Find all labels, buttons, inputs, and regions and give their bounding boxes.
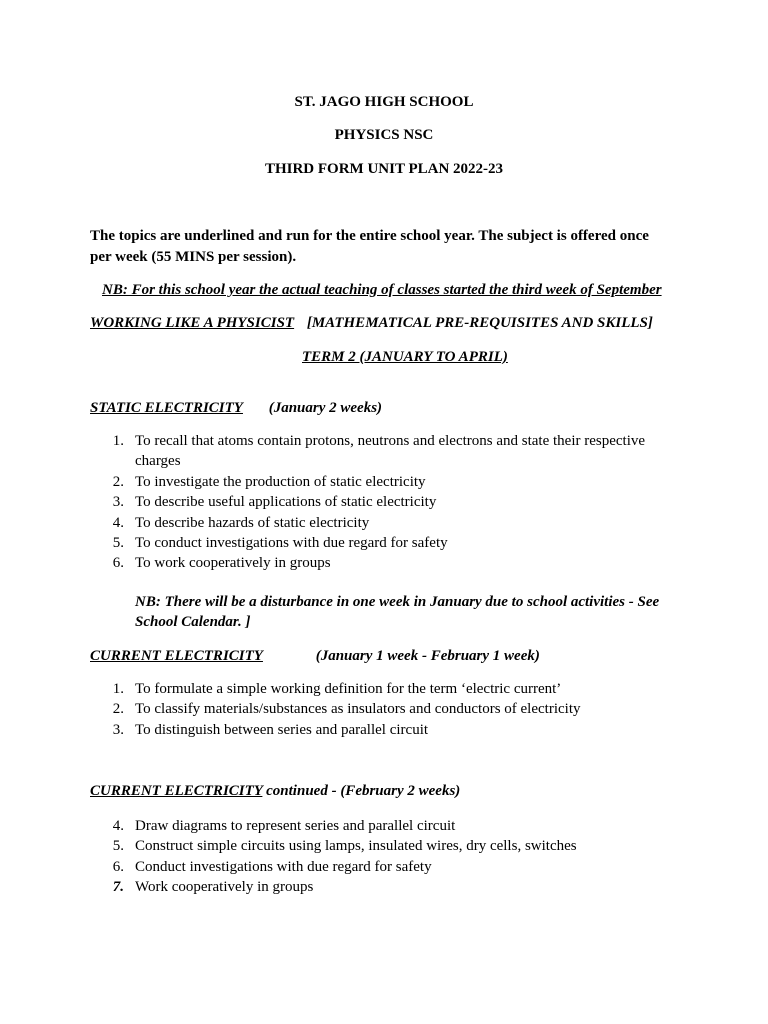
working-like-physicist-heading (90, 313, 653, 333)
static-disturbance-note: NB: There will be a disturbance in one week in January due to school activities - See School Calendar. ] (135, 594, 660, 630)
list-item: 4. Draw diagrams to represent series and parallel circuit (112, 818, 456, 834)
static-objectives-list (90, 431, 670, 574)
intro-paragraph: The topics are underlined and run for the entire school year. The subject is offered once per week (55 MINS per session). (90, 228, 649, 265)
list-item: 3. To describe useful applications of static electricity (112, 494, 437, 511)
list-item: 1. To formulate a simple working definition for the term ‘electric current’ (112, 681, 562, 697)
list-item: 3. To distinguish between series and parallel circuit (112, 721, 429, 738)
current2-continued: continued - (February 2 weeks) (262, 783, 461, 799)
static-electricity-heading (90, 398, 382, 418)
current-title: CURRENT ELECTRICITY (90, 648, 263, 664)
current-electricity-heading (90, 646, 540, 666)
list-item: 4. To describe hazards of static electricity (112, 514, 370, 531)
list-item: 6. Conduct investigations with due regard for safety (112, 858, 432, 875)
static-duration: (January 2 weeks) (268, 400, 383, 416)
current-electricity-continued-heading (90, 781, 460, 801)
working-bracket: [MATHEMATICAL PRE-REQUISITES AND SKILLS] (306, 315, 653, 331)
list-item: 5. Construct simple circuits using lamps, insulated wires, dry cells, switches (112, 838, 577, 855)
list-item: 2. To classify materials/substances as insulators and conductors of electricity (112, 701, 581, 718)
working-title: WORKING LIKE A PHYSICIST (90, 315, 295, 331)
plan-title: THIRD FORM UNIT PLAN 2022-23 (264, 161, 504, 177)
current2-title: CURRENT ELECTRICITY (90, 783, 263, 799)
list-item: 2. To investigate the production of static electricity (112, 473, 426, 490)
static-title: STATIC ELECTRICITY (90, 400, 243, 416)
list-item: 5. To conduct investigations with due regard for safety (112, 535, 448, 552)
term-heading: TERM 2 (JANUARY TO APRIL) (302, 349, 508, 365)
current-objectives-list (90, 679, 670, 740)
list-item: 7. Work cooperatively in groups (112, 879, 314, 896)
list-item: 1. To recall that atoms contain protons, neutrons and electrons and state their respective charges (112, 433, 646, 470)
nb-start-note: NB: For this school year the actual teaching of classes started the third week of September (102, 282, 662, 298)
current-duration: (January 1 week - February 1 week) (315, 648, 540, 664)
current-continued-objectives-list (90, 816, 670, 898)
subject-title: PHYSICS NSC (334, 127, 434, 143)
list-item: 6. To work cooperatively in groups (112, 555, 331, 572)
school-name: ST. JAGO HIGH SCHOOL (294, 94, 474, 110)
